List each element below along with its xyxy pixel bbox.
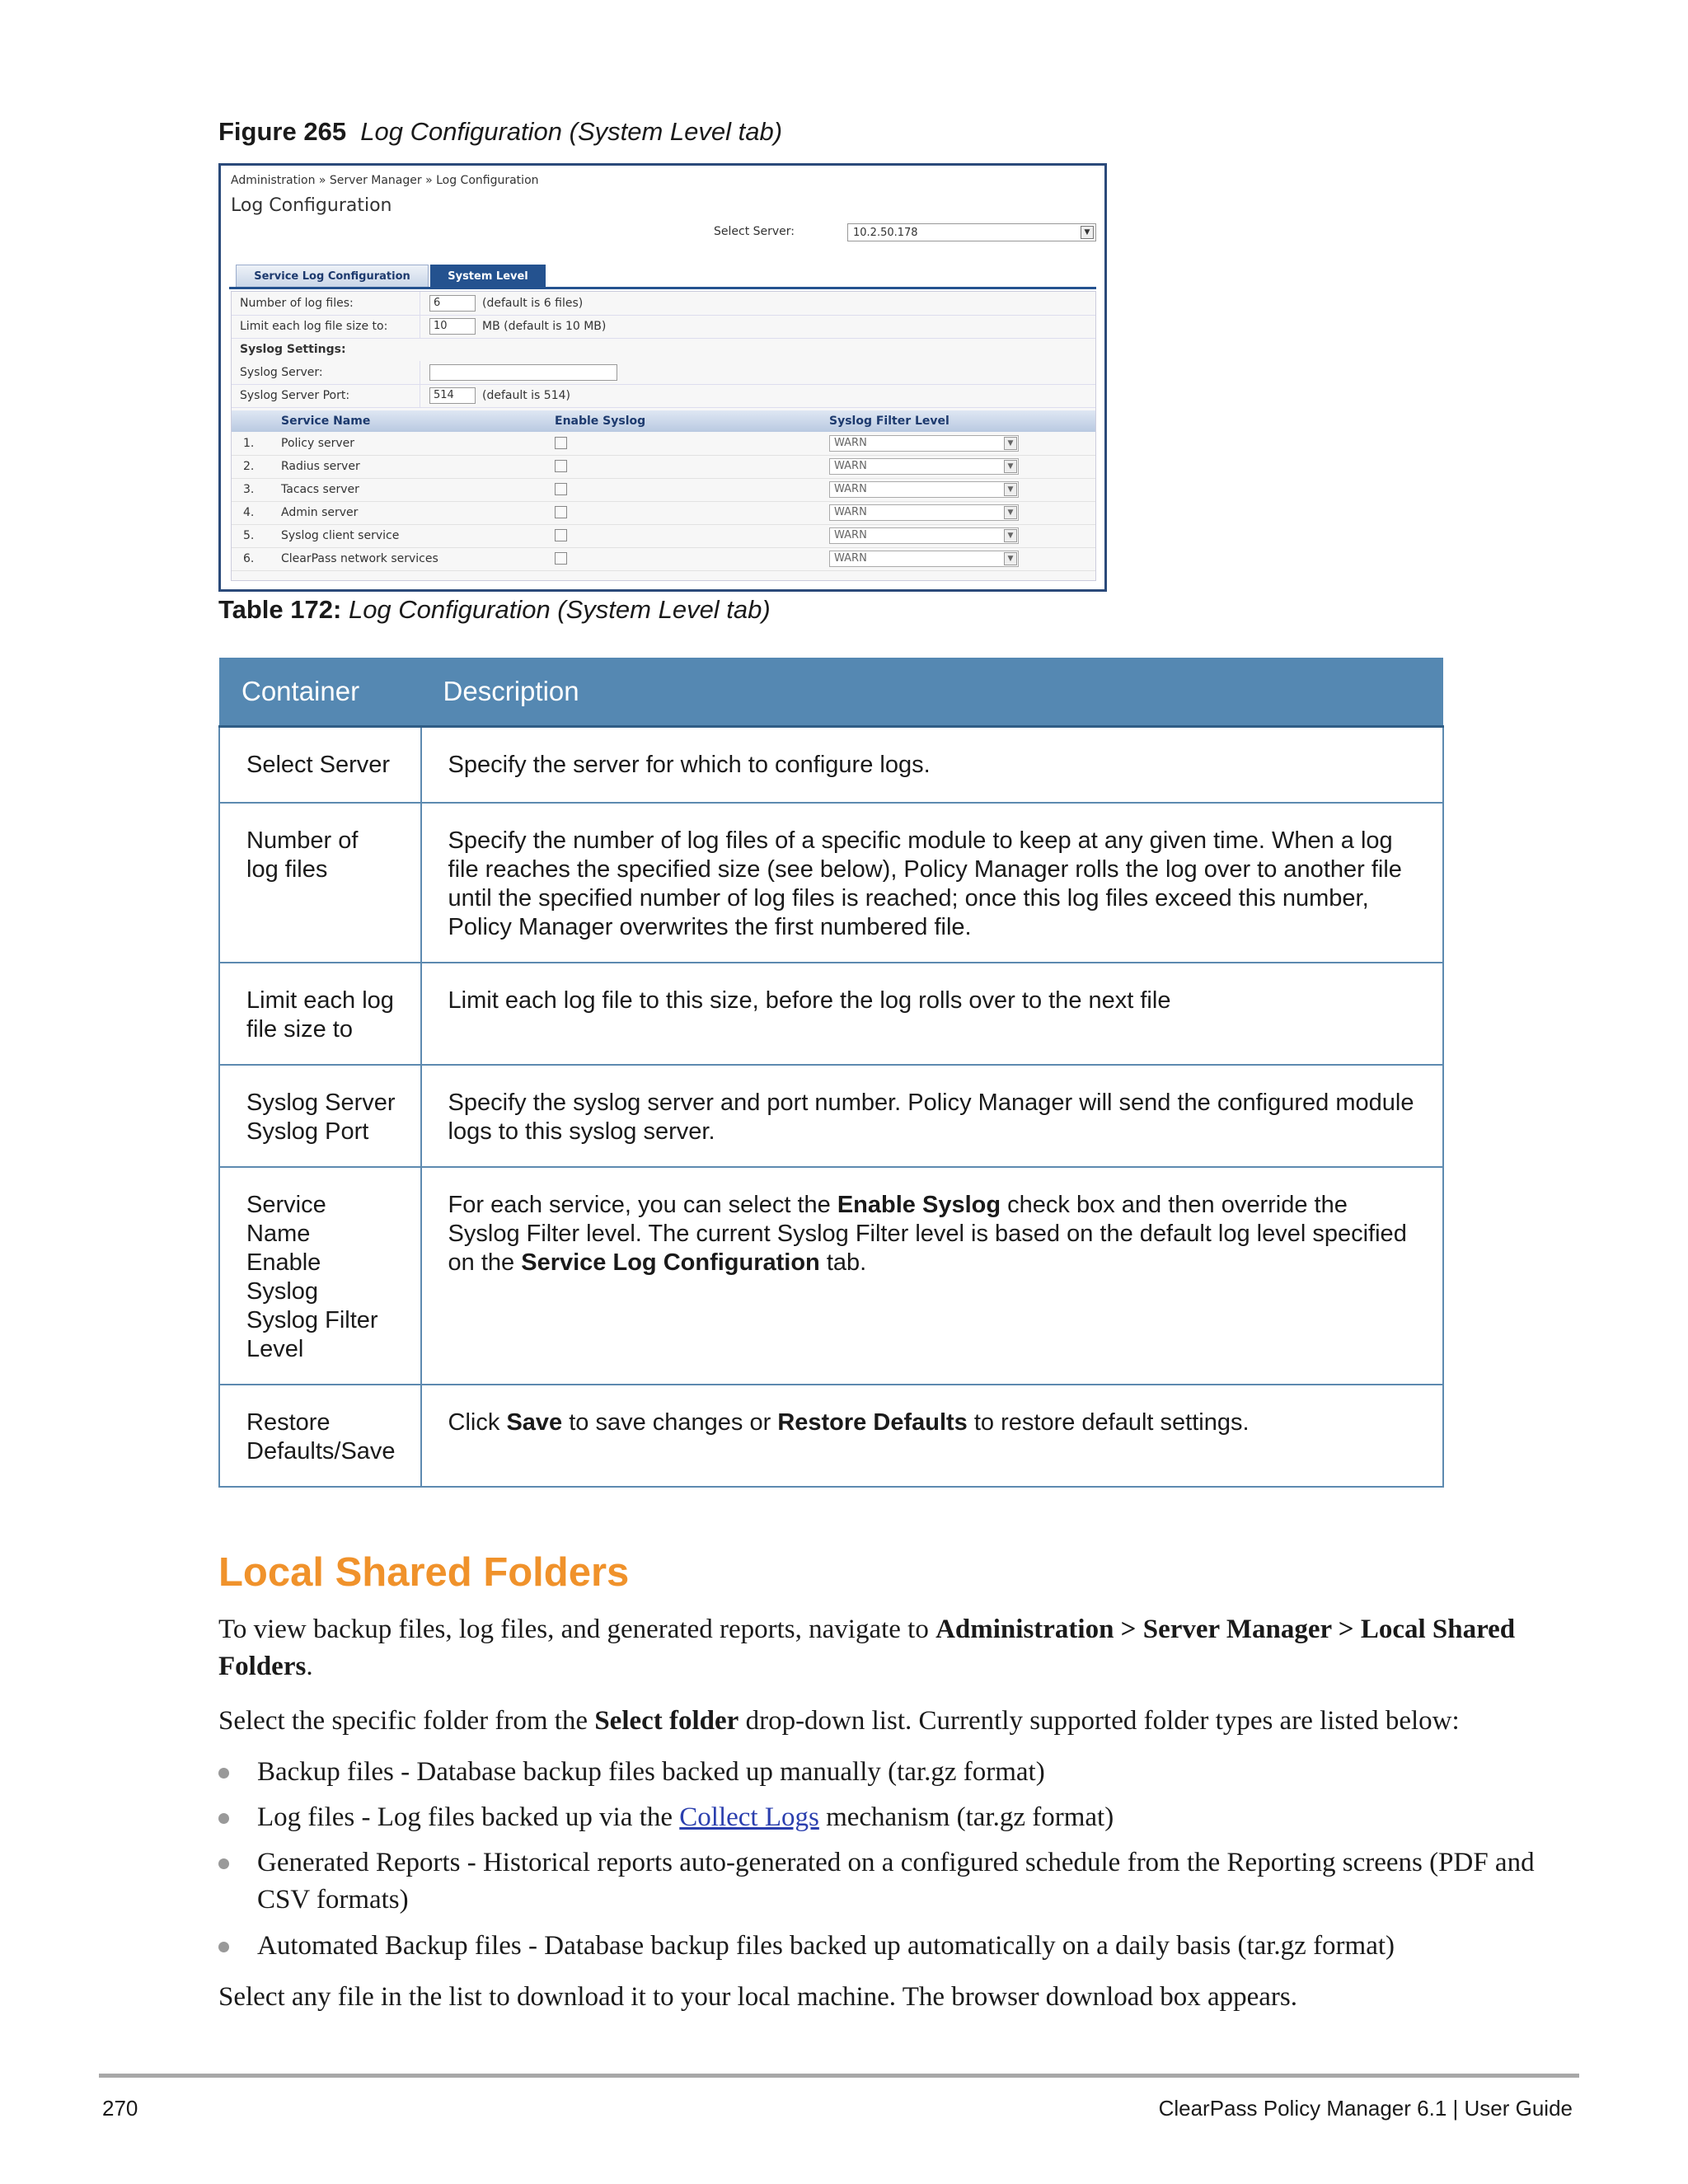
syslog-filter-level-dropdown[interactable]: WARN ▼ — [829, 551, 1019, 567]
figure-caption — [218, 117, 782, 147]
select-server-value: 10.2.50.178 — [853, 227, 918, 239]
container-cell: Syslog Server Syslog Port — [219, 1065, 421, 1167]
paragraph-navigate: To view backup files, log files, and generated reports, navigate to Administration > Server Manager > Local Shared Folders. — [218, 1615, 1516, 1681]
table-row — [219, 963, 1443, 1065]
enable-syslog-checkbox[interactable] — [555, 483, 567, 495]
enable-syslog-checkbox[interactable] — [555, 506, 567, 518]
section-heading: Local Shared Folders — [218, 1550, 630, 1595]
table-row — [219, 803, 1443, 963]
chevron-down-icon: ▼ — [1081, 226, 1094, 239]
chevron-down-icon: ▼ — [1004, 460, 1017, 473]
enable-syslog-checkbox[interactable] — [555, 529, 567, 541]
service-name: Radius server — [281, 460, 360, 473]
size-label: Limit each log file size to: — [240, 320, 388, 333]
chevron-down-icon: ▼ — [1004, 506, 1017, 519]
table-row: 2. Radius server WARN ▼ — [232, 455, 1095, 479]
header-container: Container — [219, 658, 421, 727]
description-table — [218, 658, 1444, 1488]
size-hint: MB (default is 10 MB) — [482, 320, 607, 333]
enable-syslog-checkbox[interactable] — [555, 552, 567, 565]
enable-syslog-checkbox[interactable] — [555, 460, 567, 472]
log-configuration-screenshot — [218, 163, 1107, 592]
chevron-down-icon: ▼ — [1004, 529, 1017, 542]
tab-system-level[interactable]: System Level — [430, 265, 546, 288]
syslog-server-label: Syslog Server: — [240, 366, 323, 379]
container-cell: Limit each log file size to — [219, 963, 421, 1065]
page-number: 270 — [102, 2096, 138, 2121]
table-row: 4. Admin server WARN ▼ — [232, 501, 1095, 525]
syslog-filter-level-dropdown[interactable]: WARN ▼ — [829, 504, 1019, 521]
header-description: Description — [421, 658, 1443, 727]
figure-label: Figure 265 — [218, 117, 347, 146]
syslog-port-label: Syslog Server Port: — [240, 389, 350, 402]
syslog-filter-level-dropdown[interactable]: WARN ▼ — [829, 481, 1019, 498]
service-name: ClearPass network services — [281, 552, 438, 565]
syslog-settings-heading: Syslog Settings: — [240, 343, 346, 356]
description-cell: Specify the number of log files of a specific module to keep at any given time. When a log file reaches the specified size (see below), Policy Manager rolls the log over to another file until the specified number of log files is reached; once this log files exceed this number, Policy Manager overwrites the first numbered file. — [421, 803, 1443, 963]
select-server-dropdown[interactable] — [847, 223, 1096, 241]
service-name: Tacacs server — [281, 483, 359, 496]
service-name: Admin server — [281, 506, 359, 519]
syslog-filter-level-dropdown[interactable]: WARN ▼ — [829, 458, 1019, 475]
syslog-filter-level-dropdown[interactable]: WARN ▼ — [829, 527, 1019, 544]
table-label: Table 172: — [218, 595, 342, 624]
chevron-down-icon: ▼ — [1004, 483, 1017, 496]
container-cell: Restore Defaults/Save — [219, 1385, 421, 1487]
breadcrumb: Administration » Server Manager » Log Configuration — [231, 174, 539, 187]
enable-syslog-checkbox[interactable] — [555, 437, 567, 449]
container-cell: Service Name Enable Syslog Syslog Filter Level — [219, 1167, 421, 1385]
table-row: 6. ClearPass network services WARN ▼ — [232, 547, 1095, 571]
tab-service-log-configuration[interactable]: Service Log Configuration — [236, 265, 429, 288]
table-row — [219, 1385, 1443, 1487]
paragraph-download: Select any file in the list to download it to your local machine. The browser download box appears. — [218, 1982, 1297, 2012]
num-files-input[interactable]: 6 — [429, 295, 476, 312]
syslog-settings-row — [232, 338, 1095, 361]
table-row: 5. Syslog client service WARN ▼ — [232, 524, 1095, 548]
bullet-icon — [218, 1813, 229, 1824]
syslog-filter-level-dropdown[interactable]: WARN ▼ — [829, 435, 1019, 452]
size-row — [232, 315, 1095, 339]
system-level-panel — [231, 291, 1096, 581]
table-header-row — [219, 658, 1443, 727]
description-cell: Specify the server for which to configure logs. — [421, 727, 1443, 804]
page-title: Log Configuration — [231, 195, 392, 216]
select-server-label: Select Server: — [714, 225, 795, 238]
table-row — [219, 1167, 1443, 1385]
table-title: Log Configuration (System Level tab) — [348, 595, 771, 624]
service-name: Syslog client service — [281, 529, 400, 542]
description-cell: For each service, you can select the Enable Syslog check box and then override the Syslog Filter level. The current Syslog Filter level is based on the default log level specified on the Service Log Configuration tab. — [421, 1167, 1443, 1385]
table-caption — [218, 595, 771, 625]
syslog-server-input[interactable] — [429, 364, 617, 381]
description-cell: Limit each log file to this size, before the log rolls over to the next file — [421, 963, 1443, 1065]
table-row: 3. Tacacs server WARN ▼ — [232, 478, 1095, 502]
bullet-icon — [218, 1768, 229, 1779]
size-input[interactable]: 10 — [429, 318, 476, 335]
num-files-label: Number of log files: — [240, 297, 354, 310]
description-cell: Click Save to save changes or Restore Defaults to restore default settings. — [421, 1385, 1443, 1487]
header-syslog-filter-level: Syslog Filter Level — [829, 415, 950, 428]
container-cell: Select Server — [219, 727, 421, 804]
description-cell: Specify the syslog server and port number. Policy Manager will send the configured module logs to this syslog server. — [421, 1065, 1443, 1167]
table-row: 1. Policy server WARN ▼ — [232, 432, 1095, 456]
footer-divider — [99, 2074, 1579, 2078]
paragraph-select-folder: Select the specific folder from the Select folder drop-down list. Currently supported folder types are listed below: — [218, 1706, 1460, 1736]
service-table-header — [232, 410, 1095, 432]
collect-logs-link[interactable]: Collect Logs — [679, 1802, 819, 1832]
chevron-down-icon: ▼ — [1004, 437, 1017, 450]
bullet-icon — [218, 1858, 229, 1869]
chevron-down-icon: ▼ — [1004, 552, 1017, 565]
bullet-icon — [218, 1942, 229, 1952]
syslog-server-row — [232, 361, 1095, 385]
num-files-row — [232, 292, 1095, 316]
syslog-port-row — [232, 384, 1095, 408]
service-name: Policy server — [281, 437, 355, 450]
figure-title: Log Configuration (System Level tab) — [360, 117, 783, 146]
header-enable-syslog: Enable Syslog — [555, 415, 646, 428]
syslog-port-hint: (default is 514) — [482, 389, 570, 402]
table-row — [219, 1065, 1443, 1167]
header-service-name: Service Name — [281, 415, 371, 428]
tab-underline — [229, 287, 1096, 289]
syslog-port-input[interactable]: 514 — [429, 387, 476, 404]
table-row — [219, 727, 1443, 804]
document-title: ClearPass Policy Manager 6.1 | User Guide — [1158, 2096, 1573, 2121]
container-cell: Number of log files — [219, 803, 421, 963]
num-files-hint: (default is 6 files) — [482, 297, 584, 310]
